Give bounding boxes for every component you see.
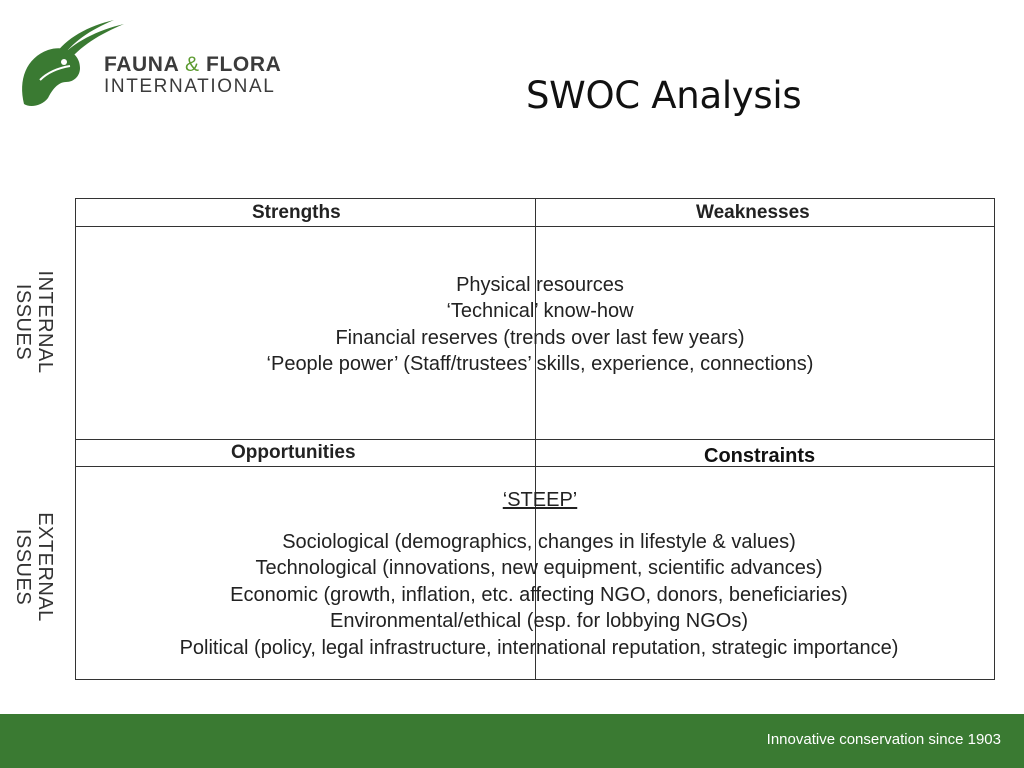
external-label-line2: ISSUES bbox=[12, 528, 34, 606]
opportunities-header: Opportunities bbox=[231, 442, 356, 463]
logo-word-flora: FLORA bbox=[206, 53, 282, 76]
steep-heading: ‘STEEP’ bbox=[502, 489, 578, 511]
logo-word-international: INTERNATIONAL bbox=[104, 76, 276, 97]
external-item: Political (policy, legal infrastructure, international reputation, strategic importance) bbox=[179, 636, 899, 659]
external-item: Sociological (demographics, changes in lifestyle & values) bbox=[282, 531, 796, 553]
swoc-grid bbox=[75, 198, 995, 680]
constraints-header: Constraints bbox=[704, 445, 816, 467]
internal-item: ‘Technical’ know-how bbox=[446, 300, 634, 323]
strengths-header: Strengths bbox=[252, 202, 341, 223]
internal-label-line2: ISSUES bbox=[12, 283, 34, 361]
footer-tagline: Innovative conservation since 1903 bbox=[766, 731, 1001, 748]
external-label-line1: EXTERNAL bbox=[34, 512, 56, 622]
internal-item: ‘People power’ (Staff/trustees’ skills, experience, connections) bbox=[266, 353, 814, 376]
external-item: Technological (innovations, new equipment, scientific advances) bbox=[255, 557, 823, 580]
external-item: Economic (growth, inflation, etc. affecting NGO, donors, beneficiaries) bbox=[230, 583, 848, 606]
slide-title: SWOC Analysis bbox=[526, 74, 802, 117]
grid-divider-top bbox=[76, 226, 994, 227]
external-issues-label bbox=[12, 487, 56, 647]
internal-issues-label bbox=[12, 242, 56, 402]
logo-word-fauna: FAUNA bbox=[104, 53, 179, 76]
logo bbox=[18, 18, 282, 108]
external-item: Environmental/ethical (esp. for lobbying NGOs) bbox=[330, 610, 748, 633]
internal-item: Financial reserves (trends over last few years) bbox=[335, 326, 745, 349]
external-items bbox=[84, 529, 994, 661]
internal-items bbox=[86, 272, 994, 378]
internal-item: Physical resources bbox=[456, 274, 624, 296]
footer-bar bbox=[0, 714, 1024, 768]
logo-ampersand: & bbox=[185, 53, 200, 76]
grid-divider-middle bbox=[76, 439, 994, 440]
internal-label-line1: INTERNAL bbox=[34, 270, 56, 374]
weaknesses-header: Weaknesses bbox=[696, 202, 810, 223]
grid-divider-lower bbox=[76, 466, 994, 467]
